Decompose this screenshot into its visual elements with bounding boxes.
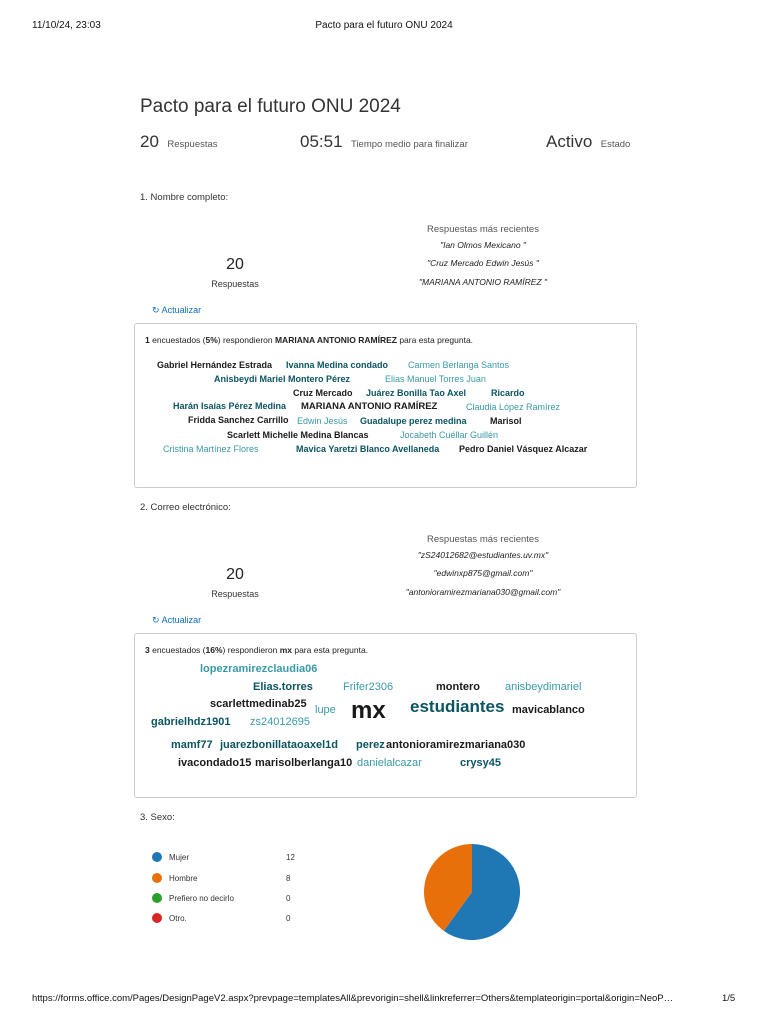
legend-item-otro [152, 913, 302, 927]
q2-word: crysy45 [460, 757, 501, 769]
stat-responses [140, 132, 218, 152]
legend-swatch [152, 893, 162, 903]
sexo-pie-chart [420, 840, 524, 944]
question-2-label: 2. Correo electrónico: [140, 502, 231, 513]
q2-refresh-button[interactable] [152, 615, 201, 626]
q2-word: danielalcazar [357, 757, 422, 769]
print-datetime: 11/10/24, 23:03 [32, 20, 101, 31]
q2-word: Frifer2306 [343, 681, 394, 693]
q1-word: Cristina Martínez Flores [163, 444, 259, 454]
print-doc-title: Pacto para el futuro ONU 2024 [315, 20, 453, 31]
q2-recent-header: Respuestas más recientes [427, 534, 539, 545]
legend-value: 0 [286, 914, 291, 923]
q1-word: Scarlett Michelle Medina Blancas [227, 430, 369, 440]
stat-avg-time [300, 132, 468, 152]
legend-item-mujer [152, 852, 302, 866]
responses-count: 20 [140, 132, 159, 151]
q2-word: scarlettmedinab25 [210, 698, 307, 710]
q1-word: MARIANA ANTONIO RAMÍREZ [301, 401, 438, 412]
q2-word: anisbeydimariel [505, 681, 582, 693]
q2-word: Elias.torres [253, 681, 313, 693]
responses-label: Respuestas [167, 139, 218, 150]
legend-swatch [152, 913, 162, 923]
q2-recent-1: "zS24012682@estudiantes.uv.mx" [417, 550, 549, 560]
q1-word: Harán Isaías Pérez Medina [173, 401, 287, 411]
legend-item-hombre [152, 873, 302, 887]
legend-swatch [152, 873, 162, 883]
q1-refresh-label: Actualizar [161, 305, 202, 315]
q2-word: lupe [315, 704, 336, 716]
q1-word: Jocabeth Cuéllar Guillén [400, 430, 499, 440]
q2-recent-3: "antonioramirezmariana030@gmail.com" [405, 587, 561, 597]
q1-word-cloud [134, 323, 637, 488]
q1-word: Claudia López Ramírez [466, 402, 561, 412]
footer-url: https://forms.office.com/Pages/DesignPageV2.aspx?prevpage=templatesAll&prevorigin=shell&linkreferrer=Others&templateorigin=portal&origin=NeoP… [32, 993, 674, 1004]
q2-word: gabrielhdz1901 [151, 716, 231, 728]
q2-word: mx [351, 697, 386, 724]
legend-item-prefiero [152, 893, 302, 907]
q1-response-count: 20 [226, 256, 244, 273]
refresh-icon: ↻ [152, 305, 160, 315]
q2-word: zs24012695 [250, 716, 310, 728]
legend-label: Otro. [169, 914, 187, 923]
legend-swatch [152, 852, 162, 862]
q1-word: Fridda Sanchez Carrillo [188, 415, 289, 425]
legend-value: 8 [286, 874, 291, 883]
q2-refresh-label: Actualizar [161, 615, 202, 625]
q2-word: mavicablanco [512, 704, 585, 716]
legend-label: Prefiero no decirlo [169, 894, 234, 903]
legend-label: Mujer [169, 853, 190, 862]
q2-summary-note: 3 encuestados (16%) respondieron mx para esta pregunta. [145, 645, 369, 655]
q1-word: Mavica Yaretzi Blanco Avellaneda [296, 444, 440, 454]
q1-recent-2: "Cruz Mercado Edwin Jesús " [427, 258, 539, 268]
q1-recent-1: "Ian Olmos Mexicano " [440, 240, 526, 250]
q1-word: Anisbeydi Mariel Montero Pérez [214, 374, 351, 384]
question-3-label: 3. Sexo: [140, 812, 175, 823]
q2-word: lopezramirezclaudia06 [200, 663, 318, 675]
q1-word: Ivanna Medina condado [286, 360, 389, 370]
avg-time-label: Tiempo medio para finalizar [351, 139, 468, 150]
q2-word: antonioramirezmariana030 [386, 739, 526, 751]
q1-word: Gabriel Hernández Estrada [157, 360, 273, 370]
form-title: Pacto para el futuro ONU 2024 [140, 96, 401, 117]
q2-response-label: Respuestas [211, 589, 259, 599]
refresh-icon: ↻ [152, 615, 160, 625]
q2-word: estudiantes [410, 697, 505, 716]
q2-word: marisolberlanga10 [255, 757, 353, 769]
q1-word: Edwin Jesús [297, 416, 348, 426]
q2-word: perez [356, 739, 385, 751]
q1-word: Guadalupe perez medina [360, 416, 467, 426]
q1-summary-note: 1 encuestados (5%) respondieron MARIANA ANTONIO RAMÍREZ para esta pregunta. [145, 335, 474, 345]
legend-label: Hombre [169, 874, 198, 883]
q1-word: Juárez Bonilla Tao Axel [366, 388, 467, 398]
q1-recent-3: "MARIANA ANTONIO RAMÍREZ " [418, 277, 548, 287]
status-label: Estado [600, 139, 631, 150]
legend-value: 12 [286, 853, 295, 862]
q2-response-count: 20 [226, 566, 244, 583]
legend-value: 0 [286, 894, 291, 903]
question-1-label: 1. Nombre completo: [140, 192, 229, 203]
q1-refresh-button[interactable] [152, 305, 201, 316]
q2-word: ivacondado15 [178, 757, 252, 769]
avg-time-value: 05:51 [300, 132, 343, 151]
q1-word: Elias Manuel Torres Juan [385, 374, 486, 384]
q2-recent-2: "edwinxp875@gmail.com" [433, 568, 533, 578]
q1-response-label: Respuestas [211, 279, 259, 289]
q1-word: Ricardo [491, 388, 525, 398]
q2-word: mamf77 [171, 739, 213, 751]
status-value: Activo [546, 132, 593, 151]
stat-status [546, 132, 630, 152]
q1-word: Marisol [490, 416, 522, 426]
q1-word: Pedro Daniel Vásquez Alcazar [459, 444, 588, 454]
q2-word-cloud [134, 633, 637, 798]
q1-word: Carmen Berlanga Santos [408, 360, 510, 370]
q2-word: montero [436, 681, 480, 693]
q1-word: Cruz Mercado [293, 388, 353, 398]
q1-recent-header: Respuestas más recientes [427, 224, 539, 235]
footer-page-number: 1/5 [722, 993, 736, 1004]
q2-word: juarezbonillataoaxel1d [220, 739, 338, 751]
